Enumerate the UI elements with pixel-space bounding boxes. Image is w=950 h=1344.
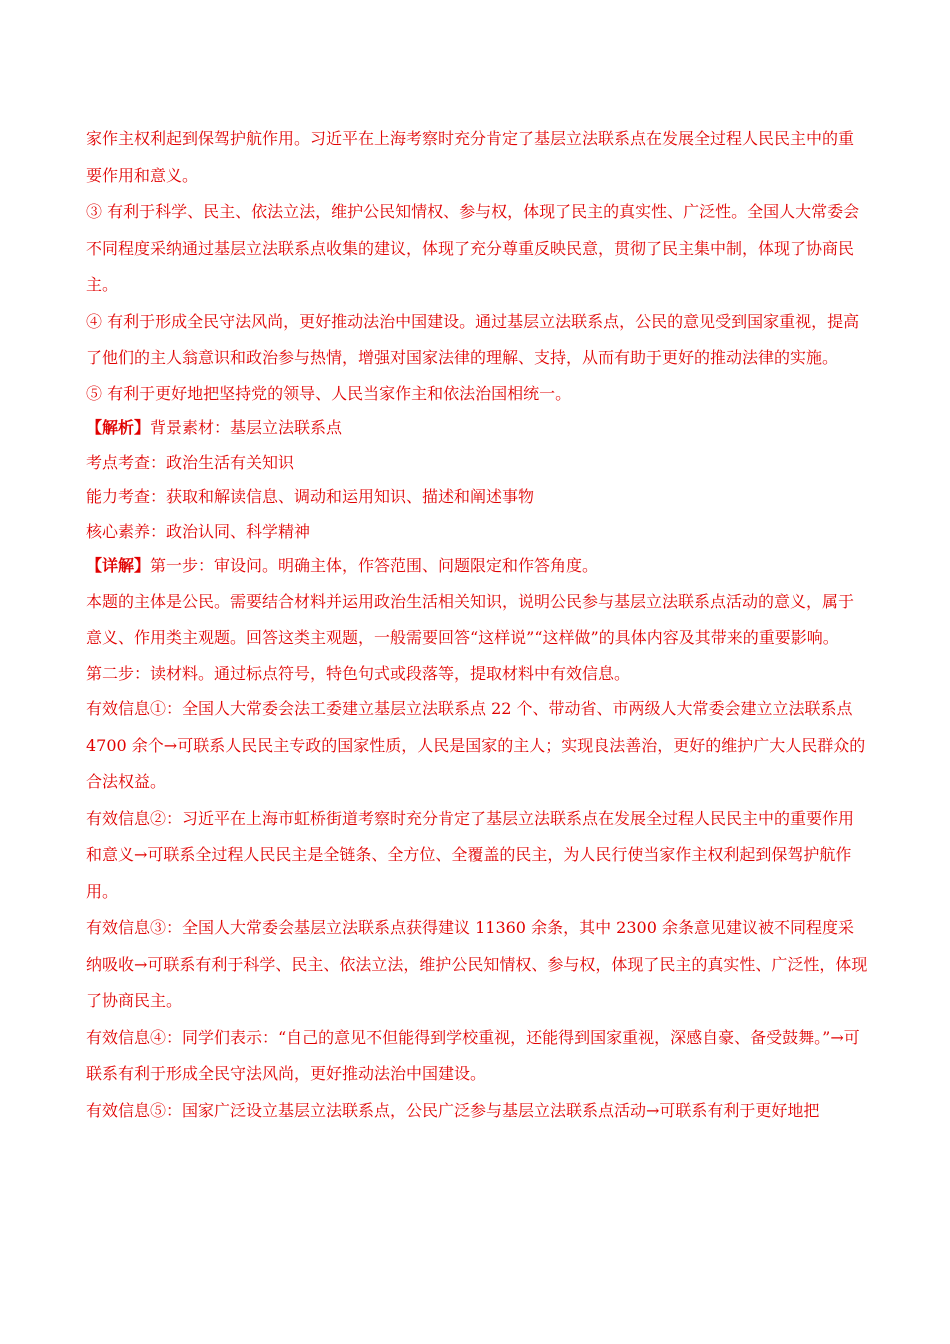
paragraph-6	[86, 446, 868, 481]
paragraph-3	[86, 304, 868, 377]
section-label-analysis: 【解析】	[86, 418, 151, 437]
paragraph-5	[86, 411, 868, 446]
paragraph-text: ④ 有利于形成全民守法风尚，更好推动法治中国建设。通过基层立法联系点，公民的意见受到国家重视，提高了他们的主人翁意识和政治参与热情，增强对国家法律的理解、支持，从而有助于更好的推动法律的实施。	[86, 311, 860, 367]
document-body	[86, 121, 868, 1129]
paragraph-text: 有效信息④：同学们表示：“自己的意见不但能得到学校重视，还能得到国家重视，深感自豪、备受鼓舞。”→可联系有利于形成全民守法风尚，更好推动法治中国建设。	[86, 1027, 860, 1083]
paragraph-text: 本题的主体是公民。需要结合材料并运用政治生活相关知识，说明公民参与基层立法联系点活动的意义，属于意义、作用类主观题。回答这类主观题，一般需要回答“这样说”“这样做”的具体内容及其带来的重要影响。	[86, 591, 855, 647]
paragraph-text: 有效信息①：全国人大常委会法工委建立基层立法联系点 22 个、带动省、市两级人大常委会建立立法联系点 4700 余个→可联系人民民主专政的国家性质，人民是国家的主人；实现良法善治，更好的维护广大人民群众的合法权益。	[86, 699, 866, 791]
paragraph-text: ③ 有利于科学、民主、依法立法，维护公民知情权、参与权，体现了民主的真实性、广泛性。全国人大常委会不同程度采纳通过基层立法联系点收集的建议，体现了充分尊重反映民意，贯彻了民主集中制，体现了协商民主。	[86, 202, 860, 294]
paragraph-text: 考点考查：政治生活有关知识	[86, 452, 295, 472]
paragraph-text: ⑤ 有利于更好地把坚持党的领导、人民当家作主和依法治国相统一。	[86, 383, 572, 403]
paragraph-8	[86, 515, 868, 550]
paragraph-12	[86, 691, 868, 801]
paragraph-13	[86, 801, 868, 911]
paragraph-text: 家作主权利起到保驾护航作用。习近平在上海考察时充分肯定了基层立法联系点在发展全过程人民民主中的重要作用和意义。	[86, 129, 855, 185]
paragraph-2	[86, 194, 868, 304]
paragraph-text: 第二步：读材料。通过标点符号，特色句式或段落等，提取材料中有效信息。	[86, 663, 631, 683]
paragraph-9	[86, 549, 868, 584]
paragraph-14	[86, 910, 868, 1020]
section-label-detail: 【详解】	[86, 556, 151, 575]
paragraph-text: 有效信息②：习近平在上海市虹桥街道考察时充分肯定了基层立法联系点在发展全过程人民民主中的重要作用和意义→可联系全过程人民民主是全链条、全方位、全覆盖的民主，为人民行使当家作主权利起到保驾护航作用。	[86, 808, 855, 901]
paragraph-7	[86, 480, 868, 515]
paragraph-text: 有效信息⑤：国家广泛设立基层立法联系点，公民广泛参与基层立法联系点活动→可联系有利于更好地把	[86, 1100, 820, 1120]
paragraph-4	[86, 377, 868, 412]
paragraph-15	[86, 1020, 868, 1093]
paragraph-11	[86, 657, 868, 692]
paragraph-text: 背景素材：基层立法联系点	[150, 418, 343, 437]
paragraph-10	[86, 584, 868, 657]
paragraph-text: 能力考查：获取和解读信息、调动和运用知识、描述和阐述事物	[86, 487, 535, 506]
paragraph-1	[86, 121, 868, 194]
paragraph-text: 有效信息③：全国人大常委会基层立法联系点获得建议 11360 余条，其中 2300 余条意见建议被不同程度采纳吸收→可联系有利于科学、民主、依法立法，维护公民知情权、参与权，体现了民主的真实性、广泛性，体现了协商民主。	[86, 918, 868, 1010]
paragraph-text: 核心素养：政治认同、科学精神	[86, 521, 311, 541]
paragraph-16	[86, 1093, 868, 1130]
paragraph-text: 第一步：审设问。明确主体，作答范围、问题限定和作答角度。	[150, 556, 599, 575]
